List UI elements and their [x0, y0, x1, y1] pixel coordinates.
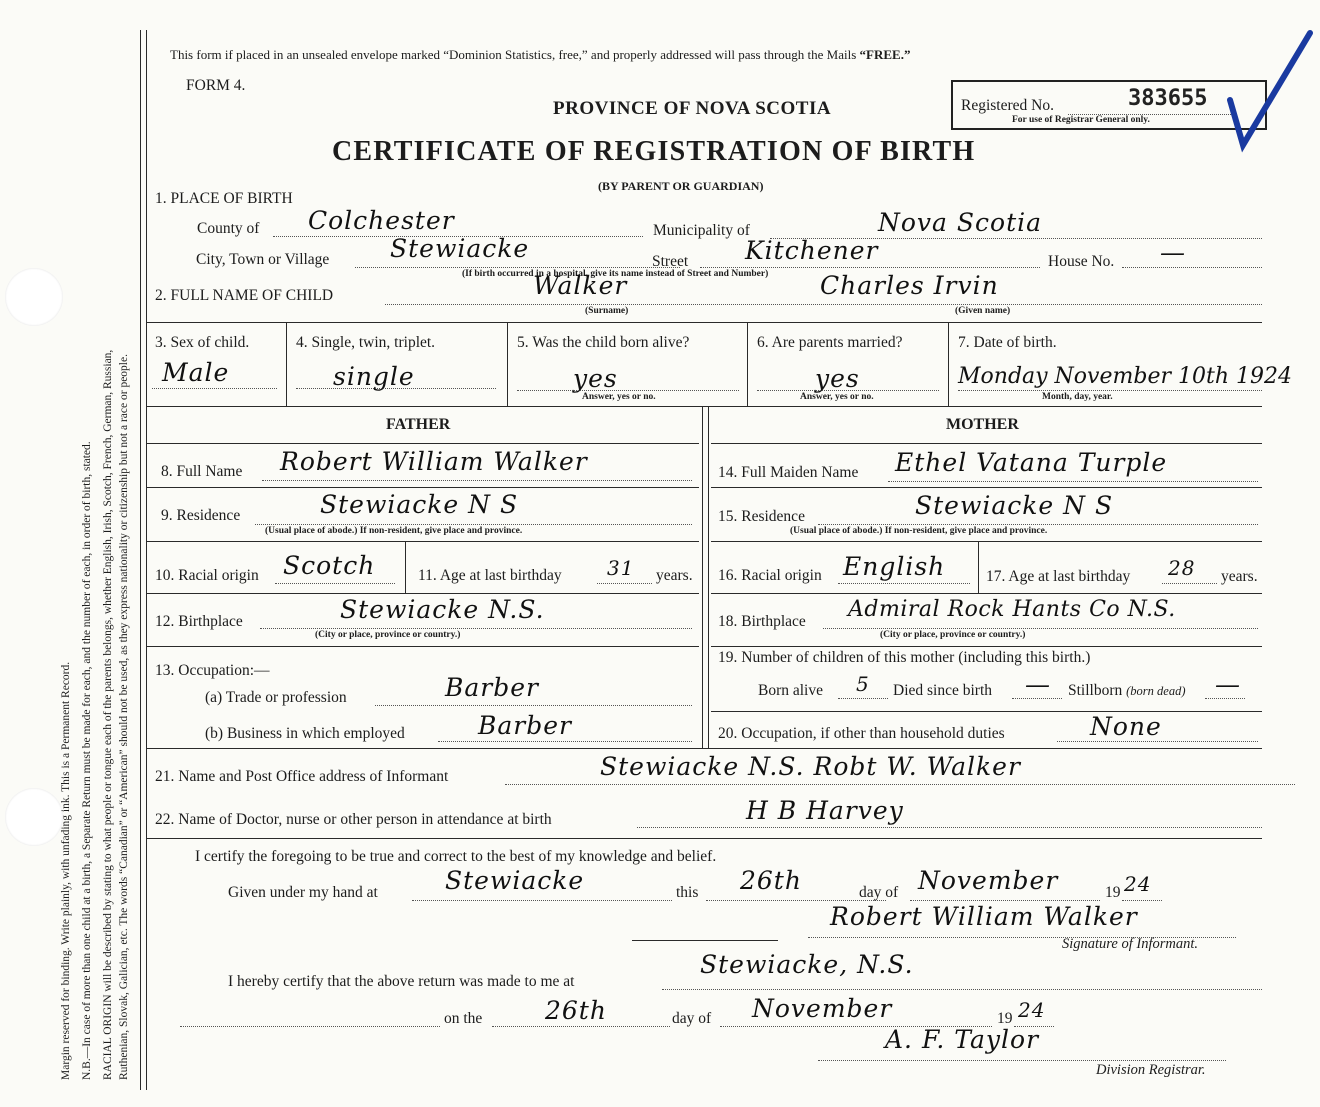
father-race-value: Scotch	[283, 551, 376, 580]
mother-age-label: 17. Age at last birthday	[986, 568, 1131, 585]
this-label: this	[676, 884, 699, 901]
division-registrar-label: Division Registrar.	[1096, 1062, 1206, 1078]
died-since-birth-label: Died since birth	[893, 682, 993, 699]
father-occupation-label: 13. Occupation:—	[155, 662, 270, 679]
mother-race-value: English	[843, 552, 946, 581]
multiplicity-label: 4. Single, twin, triplet.	[296, 334, 436, 351]
parents-married-label: 6. Are parents married?	[757, 334, 903, 351]
stillborn-label	[1068, 682, 1186, 700]
born-alive-label: 5. Was the child born alive?	[517, 334, 690, 351]
died-since-birth-value: —	[1025, 670, 1051, 699]
mother-race-label: 16. Racial origin	[718, 567, 822, 584]
date-of-birth-value: Monday November 10th 1924	[958, 364, 1292, 389]
signature-informant-label: Signature of Informant.	[1062, 936, 1199, 952]
born-alive-note: Answer, yes or no.	[582, 392, 656, 402]
father-name-value: Robert William Walker	[280, 447, 588, 476]
registrar-year-value: 24	[1018, 998, 1046, 1022]
father-name-label: 8. Full Name	[161, 463, 243, 480]
father-business-value: Barber	[478, 711, 572, 740]
informant-label: 21. Name and Post Office address of Informant	[155, 768, 449, 785]
father-trade-label: (a) Trade or profession	[205, 689, 347, 706]
given-year-prefix: 19	[1105, 884, 1121, 901]
side-note-racial-cont: Ruthenian, Slovak, Galician, etc. The words “Canadian” or “American” should not be used, as they express nationality or citizenship but not a race or people.	[118, 354, 130, 1080]
attendant-label: 22. Name of Doctor, nurse or other person in attendance at birth	[155, 811, 552, 828]
father-trade-value: Barber	[445, 673, 539, 702]
mother-residence-value: Stewiacke N S	[915, 491, 1114, 520]
street-value: Kitchener	[745, 236, 879, 265]
registrar-place-value: Stewiacke, N.S.	[700, 950, 914, 979]
attendant-value: H B Harvey	[746, 796, 904, 825]
form-number: FORM 4.	[186, 77, 246, 94]
province-heading: PROVINCE OF NOVA SCOTIA	[553, 98, 832, 119]
full-name-child-label: 2. FULL NAME OF CHILD	[155, 287, 334, 304]
certify-statement: I certify the foregoing to be true and correct to the best of my knowledge and belief.	[195, 848, 717, 865]
father-years-label: years.	[656, 567, 693, 584]
given-day-value: 26th	[740, 866, 802, 895]
check-mark-icon	[1225, 25, 1315, 155]
father-residence-value: Stewiacke N S	[320, 490, 519, 519]
certificate-subtitle: (BY PARENT OR GUARDIAN)	[598, 179, 764, 193]
sex-label: 3. Sex of child.	[155, 334, 250, 351]
city-label: City, Town or Village	[196, 251, 330, 268]
registered-note: For use of Registrar General only.	[1012, 115, 1150, 125]
registrar-day-value: 26th	[545, 996, 607, 1025]
registrar-signature: A. F. Taylor	[885, 1025, 1040, 1054]
registered-number: 383655	[1128, 86, 1208, 111]
hospital-note: (If birth occurred in a hospital, give its name instead of Street and Number)	[462, 269, 769, 279]
parents-married-value: yes	[815, 364, 860, 393]
binding-hole-bottom	[5, 788, 63, 846]
date-of-birth-label: 7. Date of birth.	[958, 334, 1057, 351]
house-no-value: —	[1160, 238, 1186, 267]
mother-residence-note: (Usual place of abode.) If non-resident, give place and province.	[790, 526, 1048, 536]
mother-occupation-label: 20. Occupation, if other than household duties	[718, 725, 1005, 742]
municipality-value: Nova Scotia	[878, 208, 1043, 237]
left-margin-line-inner	[146, 30, 147, 1090]
father-residence-note: (Usual place of abode.) If non-resident, give place and province.	[265, 526, 523, 536]
father-birthplace-note: (City or place, province or country.)	[315, 630, 461, 640]
informant-signature: Robert William Walker	[830, 902, 1138, 931]
children-count-label: 19. Number of children of this mother (including this birth.)	[718, 649, 1091, 666]
child-surname: Walker	[533, 271, 628, 300]
county-value: Colchester	[308, 206, 455, 235]
mother-name-label: 14. Full Maiden Name	[718, 464, 859, 481]
given-month-value: November	[918, 866, 1059, 895]
given-place-value: Stewiacke	[445, 866, 585, 895]
mother-years-label: years.	[1221, 568, 1258, 585]
county-label: County of	[197, 220, 260, 237]
father-birthplace-value: Stewiacke N.S.	[340, 595, 545, 624]
mother-name-value: Ethel Vatana Turple	[895, 448, 1168, 477]
parents-married-note: Answer, yes or no.	[800, 392, 874, 402]
mother-heading: MOTHER	[946, 416, 1019, 433]
municipality-label: Municipality of	[653, 222, 750, 239]
father-business-label: (b) Business in which employed	[205, 725, 405, 742]
registered-label: Registered No.	[961, 97, 1054, 114]
given-under-label: Given under my hand at	[228, 884, 378, 901]
multiplicity-value: single	[333, 362, 415, 391]
day-of-label: day of	[859, 884, 899, 901]
child-given-name: Charles Irvin	[820, 271, 999, 300]
born-alive-value: yes	[573, 364, 618, 393]
mother-birthplace-value: Admiral Rock Hants Co N.S.	[848, 597, 1176, 622]
father-heading: FATHER	[386, 416, 451, 433]
father-residence-label: 9. Residence	[161, 507, 241, 524]
certificate-title: CERTIFICATE OF REGISTRATION OF BIRTH	[332, 136, 976, 167]
born-alive-count-label: Born alive	[758, 682, 823, 699]
registrar-month-value: November	[752, 994, 893, 1023]
on-the-label: on the	[444, 1010, 483, 1027]
city-value: Stewiacke	[390, 234, 530, 263]
date-of-birth-note: Month, day, year.	[1042, 392, 1113, 402]
registrar-year-prefix: 19	[997, 1010, 1013, 1027]
stillborn-value: —	[1215, 670, 1241, 699]
mother-age-value: 28	[1168, 556, 1196, 580]
mail-notice: This form if placed in an unsealed envelope marked “Dominion Statistics, free,” and properly addressed will pass through the Mails “FREE.”	[170, 47, 911, 62]
registrar-day-of-label: day of	[672, 1010, 712, 1027]
mother-birthplace-label: 18. Birthplace	[718, 613, 806, 630]
house-no-label: House No.	[1048, 253, 1115, 270]
sex-value: Male	[162, 358, 230, 387]
stillborn-note: (born dead)	[1126, 684, 1186, 698]
registrar-certify-label: I hereby certify that the above return was made to me at	[228, 973, 575, 990]
father-age-value: 31	[607, 556, 635, 580]
binding-hole-top	[5, 268, 63, 326]
side-note-margin: Margin reserved for binding. Write plainly, with unfading ink. This is a Permanent Record.	[60, 661, 72, 1080]
born-alive-count-value: 5	[856, 672, 870, 696]
side-note-racial: RACIAL ORIGIN will be described by stating to what people or tongue each of the parents belongs, whether English, Irish, Scotch, French, German, Russian,	[102, 349, 114, 1080]
stillborn-label-text: Stillborn	[1068, 682, 1123, 699]
place-of-birth-label: 1. PLACE OF BIRTH	[155, 190, 293, 207]
informant-value: Stewiacke N.S. Robt W. Walker	[600, 752, 1021, 781]
father-race-label: 10. Racial origin	[155, 567, 259, 584]
left-margin-line	[140, 30, 141, 1090]
mother-occupation-value: None	[1090, 712, 1162, 741]
mother-birthplace-note: (City or place, province or country.)	[880, 630, 1026, 640]
father-birthplace-label: 12. Birthplace	[155, 613, 243, 630]
given-name-note: (Given name)	[955, 306, 1011, 316]
street-label: Street	[652, 253, 689, 270]
surname-note: (Surname)	[585, 306, 629, 316]
mother-residence-label: 15. Residence	[718, 508, 805, 525]
given-year-value: 24	[1124, 872, 1152, 896]
father-age-label: 11. Age at last birthday	[418, 567, 562, 584]
side-note-nb: N.B.—In case of more than one child at a birth, a Separate Return must be made for each, and the number of each, in order of birth, stated.	[81, 441, 93, 1080]
